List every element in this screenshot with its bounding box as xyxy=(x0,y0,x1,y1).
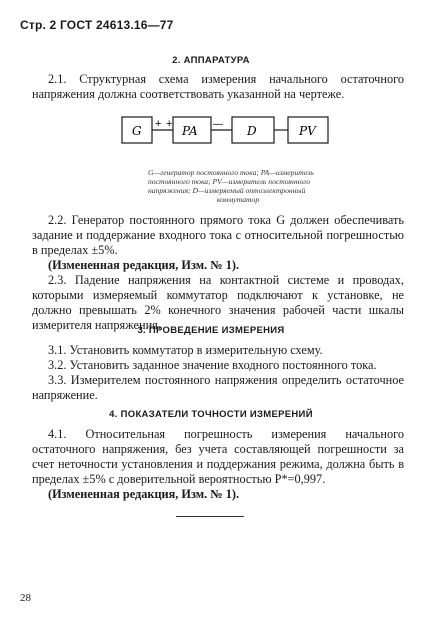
caption-line-1: G—генератор постоянного тока; PA—измеритель xyxy=(148,168,314,177)
block-label-g: G xyxy=(132,124,142,138)
circuit-diagram xyxy=(110,112,340,148)
plus-sign-1: + xyxy=(155,118,162,130)
block-label-pa: PA xyxy=(182,124,198,138)
section-2-title: 2. АППАРАТУРА xyxy=(172,55,250,66)
plus-sign-2: + xyxy=(166,118,173,130)
paragraph-3-1: 3.1. Установить коммутатор в измерительную схему. xyxy=(48,343,323,357)
caption-line-3: напряжения; D—измеряемый оптоэлектронный xyxy=(148,186,306,195)
block-label-d: D xyxy=(247,124,257,138)
diagram-caption xyxy=(148,168,328,204)
page-header: Стр. 2 ГОСТ 24613.16—77 xyxy=(20,18,174,32)
section-4-title: 4. ПОКАЗАТЕЛИ ТОЧНОСТИ ИЗМЕРЕНИЙ xyxy=(109,409,313,420)
minus-sign: — xyxy=(213,119,223,130)
block-label-pv: PV xyxy=(299,124,316,138)
paragraph-2-2-edit: (Измененная редакция, Изм. № 1). xyxy=(48,258,240,272)
page-number: 28 xyxy=(20,592,31,604)
paragraph-2-2: 2.2. Генератор постоянного прямого тока G должен обеспечивать задание и поддержание входного тока с относительной погрешностью в пределах ±5%. xyxy=(32,213,404,257)
caption-line-4: коммутатор xyxy=(216,195,260,204)
paragraph-3-3: 3.3. Измерителем постоянного напряжения определить остаточное напряжение. xyxy=(32,373,404,402)
section-3-title: 3. ПРОВЕДЕНИЕ ИЗМЕРЕНИЯ xyxy=(137,325,285,336)
paragraph-2-1: 2.1. Структурная схема измерения начального остаточного напряжения должна соответствовать указанной на чертеже. xyxy=(32,72,404,101)
paragraph-2-3: 2.3. Падение напряжения на контактной системе и проводах, которыми измеряемый коммутатор подключают к установке, не должно превышать 2% конечного значения рабочей части шкалы измерителя напряжения. xyxy=(32,273,404,332)
section-divider xyxy=(176,516,244,517)
paragraph-3-2: 3.2. Установить заданное значение входного постоянного тока. xyxy=(48,358,377,372)
caption-line-2: постоянного тока; PV—измеритель постоянного xyxy=(148,177,311,186)
paragraph-4-1-edit: (Измененная редакция, Изм. № 1). xyxy=(48,487,240,501)
paragraph-4-1: 4.1. Относительная погрешность измерения начального остаточного напряжения, без учета составляющей погрешности за счет неточности установления и поддержания режима, должна быть в пределах ±5% с доверительной вероятностью P*=0,997. xyxy=(32,427,404,486)
